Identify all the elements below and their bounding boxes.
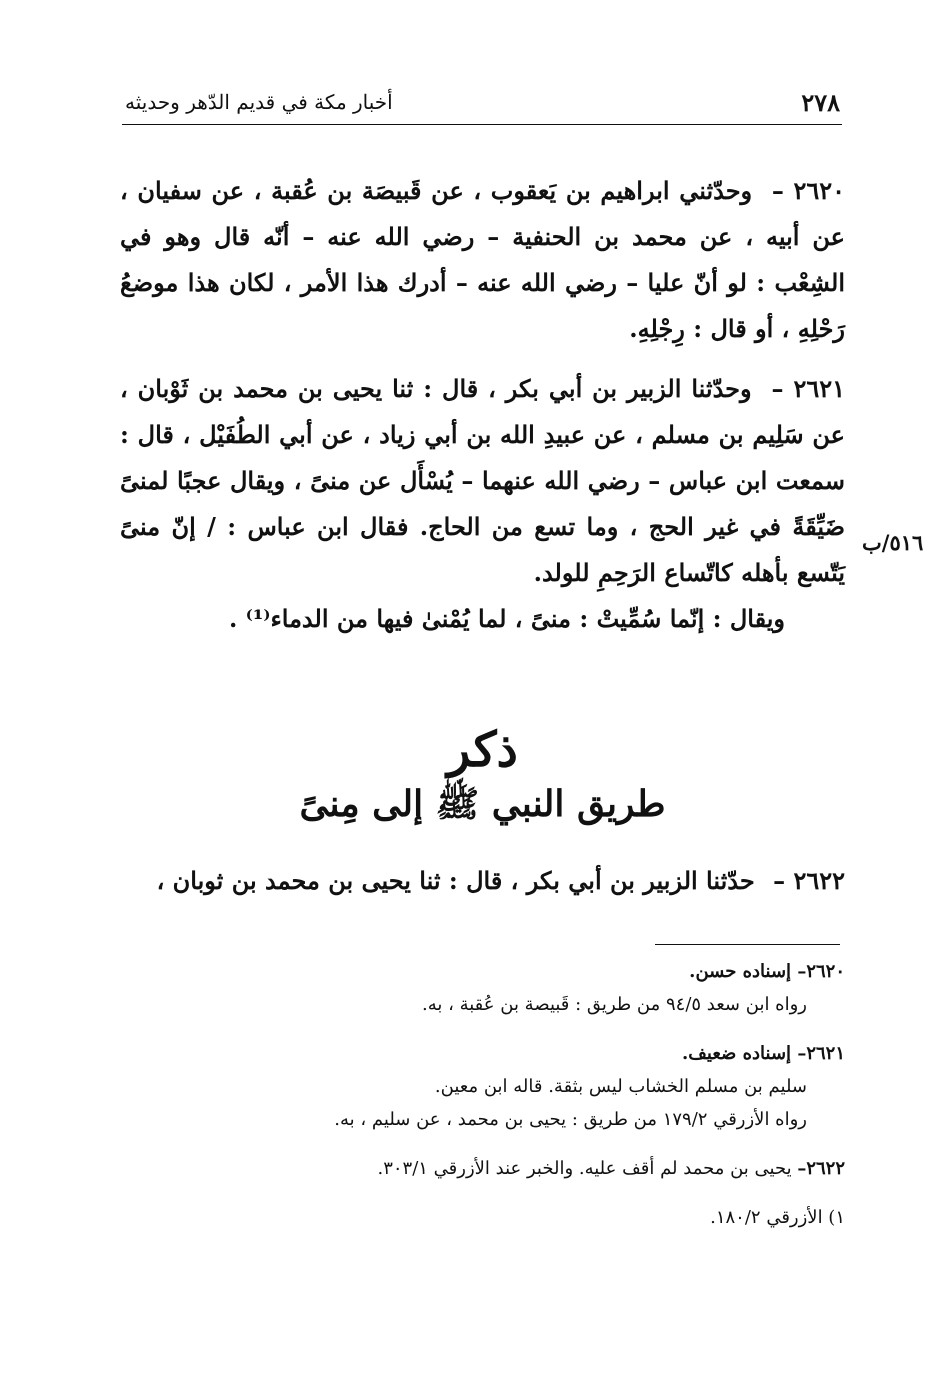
paragraph-number: ٢٦٢١ – <box>771 374 845 403</box>
footnote-line: سليم بن مسلم الخشاب ليس بثقة. قاله ابن معين. <box>434 1076 807 1097</box>
paragraph-2620 <box>120 168 845 352</box>
paragraph-number: ٢٦٢٠ – <box>771 176 846 205</box>
paragraph-note <box>120 596 845 642</box>
footnote-divider <box>655 944 840 945</box>
footnote-label: ٢٦٢١– <box>797 1043 845 1064</box>
paragraph-text: وحدّثنا الزبير بن أبي بكر ، قال : ثنا يحيى بن محمد بن ثَوْبان ، عن سَلِيم بن مسلم ، عن عبيدِ الله بن أبي زياد ، عن أبي الطُفَيْل ، قال : سمعت ابن عباس – رضي الله عنهما – يُسْأَل عن منىً ، ويقال عجبًا لمنىً ضَيِّقَةً في غير الحج ، وما تسع من الحاج. فقال ابن عباس : / إنّ منىً يَتّسع بأهله كاتّساع الرَحِمِ للولد. <box>120 374 845 587</box>
footnote-label: ٢٦٢٢– <box>797 1158 845 1179</box>
section-heading-dhikr: ذكر <box>447 722 518 778</box>
footnote-label: ٢٦٢٠– <box>797 961 845 982</box>
footnote-2620 <box>120 955 845 1021</box>
paragraph-text: ويقال : إنّما سُمِّيتْ : منىً ، لما يُمْنىٰ فيها من الدماء⁽¹⁾ . <box>228 604 785 633</box>
manuscript-folio-marker: ٥١٦/ب <box>862 530 924 555</box>
paragraph-2622 <box>120 858 845 904</box>
page-number: ٢٧٨ <box>801 87 840 117</box>
paragraph-number: ٢٦٢٢ – <box>773 866 845 895</box>
reference-note: ١) الأزرقي ١٨٠/٢. <box>710 1207 845 1228</box>
running-title: أخبار مكة في قديم الدّهر وحديثه <box>125 90 393 114</box>
paragraph-2621 <box>120 366 845 596</box>
main-text <box>120 168 845 642</box>
paragraph-text: وحدّثني ابراهيم بن يَعقوب ، عن قَبيصَة بن عُقبة ، عن سفيان ، عن أبيه ، عن محمد بن الحنفية – رضي الله عنه – أنّه قال وهو في الشِعْب : لو أنّ عليا – رضي الله عنه – أدرك هذا الأمر ، لكان هذا موضعُ رَحْلِهِ ، أو قال : رِجْلِهِ. <box>120 176 845 343</box>
paragraph-text: حدّثنا الزبير بن أبي بكر ، قال : ثنا يحيى بن محمد بن ثوبان ، <box>156 866 755 895</box>
footnote-line: يحيى بن محمد لم أقف عليه. والخبر عند الأزرقي ٣٠٣/١. <box>377 1158 792 1179</box>
footnote-heading: إسناده ضعيف. <box>682 1043 792 1064</box>
section-heading-title: طريق النبي ﷺ إلى مِنىً <box>299 783 666 825</box>
page-header <box>125 88 840 116</box>
footnotes <box>120 955 845 1234</box>
footnote-line: رواه الأزرقي ١٧٩/٢ من طريق : يحيى بن محمد ، عن سليم ، به. <box>334 1109 807 1130</box>
header-divider <box>122 124 842 125</box>
footnote-heading: إسناده حسن. <box>689 961 792 982</box>
footnote-2622 <box>120 1152 845 1185</box>
footnote-2621 <box>120 1037 845 1136</box>
footnote-line: رواه ابن سعد ٩٤/٥ من طريق : قَبيصة بن عُقبة ، به. <box>421 994 807 1015</box>
